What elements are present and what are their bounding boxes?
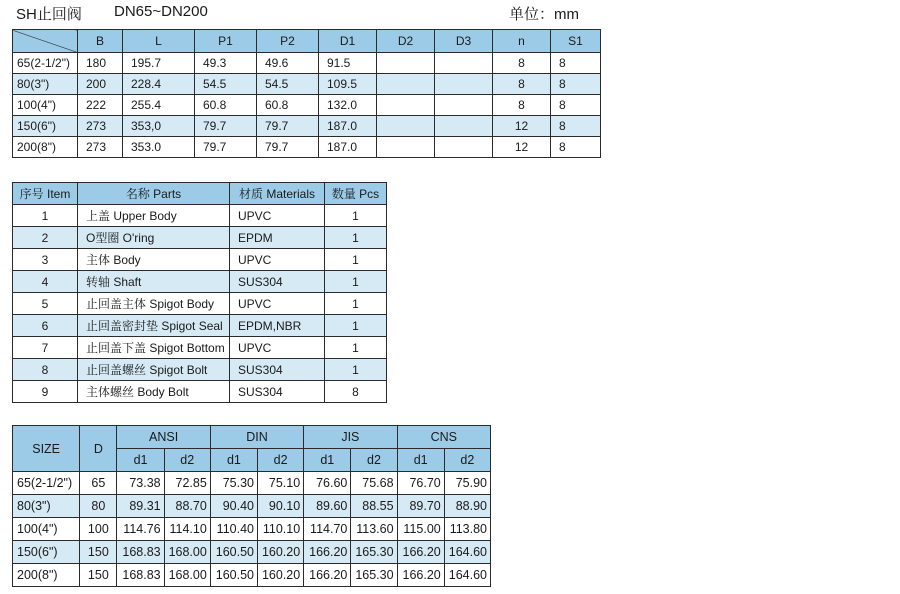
d-cell: 100 bbox=[80, 518, 117, 541]
data-cell bbox=[377, 95, 435, 116]
column-header: D3 bbox=[435, 30, 493, 53]
column-header: 材质 Materials bbox=[230, 183, 325, 205]
data-cell: 160.20 bbox=[257, 564, 303, 587]
data-cell: 12 bbox=[493, 116, 551, 137]
data-cell: 79.7 bbox=[257, 137, 319, 158]
data-cell: 79.7 bbox=[257, 116, 319, 137]
data-cell: 160.20 bbox=[257, 541, 303, 564]
part-quantity: 1 bbox=[325, 293, 387, 315]
d-cell: 80 bbox=[80, 495, 117, 518]
part-name: O型圈 O'ring bbox=[78, 227, 230, 249]
part-material: EPDM,NBR bbox=[230, 315, 325, 337]
column-header: 序号 Item bbox=[13, 183, 78, 205]
data-cell: 60.8 bbox=[195, 95, 257, 116]
data-cell: 168.83 bbox=[117, 541, 164, 564]
data-cell bbox=[435, 95, 493, 116]
item-number: 3 bbox=[13, 249, 78, 271]
data-cell: 75.68 bbox=[351, 472, 397, 495]
data-cell: 8 bbox=[551, 53, 601, 74]
data-cell: 76.70 bbox=[397, 472, 444, 495]
sub-header-d1: d1 bbox=[397, 449, 444, 472]
data-cell: 12 bbox=[493, 137, 551, 158]
size-cell: 65(2-1/2") bbox=[13, 53, 78, 74]
data-cell: 90.40 bbox=[210, 495, 257, 518]
data-cell: 89.31 bbox=[117, 495, 164, 518]
table-row bbox=[13, 564, 491, 587]
data-cell: 353.0 bbox=[123, 137, 195, 158]
data-cell: 8 bbox=[493, 74, 551, 95]
column-header: B bbox=[78, 30, 123, 53]
table-row bbox=[13, 249, 387, 271]
part-name: 止回盖螺丝 Spigot Bolt bbox=[78, 359, 230, 381]
data-cell: 165.30 bbox=[351, 564, 397, 587]
data-cell: 75.90 bbox=[444, 472, 490, 495]
size-header: SIZE bbox=[13, 426, 80, 472]
data-cell: 88.55 bbox=[351, 495, 397, 518]
table-row bbox=[13, 53, 601, 74]
column-header: S1 bbox=[551, 30, 601, 53]
data-cell: 160.50 bbox=[210, 564, 257, 587]
data-cell: 88.90 bbox=[444, 495, 490, 518]
part-quantity: 8 bbox=[325, 381, 387, 403]
d-cell: 150 bbox=[80, 541, 117, 564]
data-cell bbox=[435, 116, 493, 137]
data-cell: 75.30 bbox=[210, 472, 257, 495]
size-cell: 80(3") bbox=[13, 74, 78, 95]
table-row bbox=[13, 205, 387, 227]
part-name: 转轴 Shaft bbox=[78, 271, 230, 293]
data-cell bbox=[377, 137, 435, 158]
data-cell bbox=[377, 53, 435, 74]
column-header: 名称 Parts bbox=[78, 183, 230, 205]
item-number: 9 bbox=[13, 381, 78, 403]
data-cell: 200 bbox=[78, 74, 123, 95]
data-cell: 164.60 bbox=[444, 541, 490, 564]
data-cell: 49.3 bbox=[195, 53, 257, 74]
table-row bbox=[13, 381, 387, 403]
part-quantity: 1 bbox=[325, 315, 387, 337]
sub-header-d1: d1 bbox=[117, 449, 164, 472]
size-cell: 150(6") bbox=[13, 541, 80, 564]
size-cell: 80(3") bbox=[13, 495, 80, 518]
data-cell: 75.10 bbox=[257, 472, 303, 495]
data-cell: 113.60 bbox=[351, 518, 397, 541]
data-cell: 168.00 bbox=[164, 564, 210, 587]
standards-table bbox=[12, 425, 491, 587]
item-number: 5 bbox=[13, 293, 78, 315]
data-cell: 76.60 bbox=[304, 472, 351, 495]
column-header: P1 bbox=[195, 30, 257, 53]
data-cell: 72.85 bbox=[164, 472, 210, 495]
size-cell: 150(6") bbox=[13, 116, 78, 137]
data-cell: 165.30 bbox=[351, 541, 397, 564]
data-cell: 114.76 bbox=[117, 518, 164, 541]
data-cell: 164.60 bbox=[444, 564, 490, 587]
part-material: UPVC bbox=[230, 293, 325, 315]
data-cell: 168.83 bbox=[117, 564, 164, 587]
table-row bbox=[13, 518, 491, 541]
data-cell: 273 bbox=[78, 137, 123, 158]
table-row bbox=[13, 359, 387, 381]
column-header: D1 bbox=[319, 30, 377, 53]
table-row bbox=[13, 95, 601, 116]
standard-group-din: DIN bbox=[210, 426, 303, 449]
data-cell: 168.00 bbox=[164, 541, 210, 564]
size-cell: 65(2-1/2") bbox=[13, 472, 80, 495]
data-cell: 132.0 bbox=[319, 95, 377, 116]
data-cell bbox=[377, 116, 435, 137]
data-cell: 166.20 bbox=[397, 541, 444, 564]
item-number: 8 bbox=[13, 359, 78, 381]
data-cell: 228.4 bbox=[123, 74, 195, 95]
data-cell: 114.10 bbox=[164, 518, 210, 541]
data-cell: 115.00 bbox=[397, 518, 444, 541]
data-cell: 255.4 bbox=[123, 95, 195, 116]
data-cell: 8 bbox=[493, 53, 551, 74]
d-cell: 65 bbox=[80, 472, 117, 495]
data-cell: 195.7 bbox=[123, 53, 195, 74]
table-row bbox=[13, 227, 387, 249]
sub-header-d2: d2 bbox=[257, 449, 303, 472]
parts-table bbox=[12, 182, 387, 403]
part-name: 止回盖下盖 Spigot Bottom bbox=[78, 337, 230, 359]
sub-header-d2: d2 bbox=[164, 449, 210, 472]
parts-header-row bbox=[13, 183, 387, 205]
data-cell: 90.10 bbox=[257, 495, 303, 518]
table-row bbox=[13, 541, 491, 564]
data-cell: 79.7 bbox=[195, 116, 257, 137]
data-cell: 8 bbox=[551, 74, 601, 95]
data-cell: 8 bbox=[551, 137, 601, 158]
item-number: 4 bbox=[13, 271, 78, 293]
sub-header-d1: d1 bbox=[304, 449, 351, 472]
size-cell: 100(4") bbox=[13, 518, 80, 541]
data-cell: 54.5 bbox=[257, 74, 319, 95]
dimensions-table bbox=[12, 29, 601, 158]
sub-header-d2: d2 bbox=[351, 449, 397, 472]
table-row bbox=[13, 315, 387, 337]
data-cell bbox=[377, 74, 435, 95]
table-row bbox=[13, 293, 387, 315]
data-cell bbox=[435, 137, 493, 158]
data-cell: 353,0 bbox=[123, 116, 195, 137]
data-cell: 273 bbox=[78, 116, 123, 137]
part-material: SUS304 bbox=[230, 271, 325, 293]
part-quantity: 1 bbox=[325, 359, 387, 381]
data-cell: 8 bbox=[551, 95, 601, 116]
standards-group-row bbox=[13, 426, 491, 449]
table-row bbox=[13, 472, 491, 495]
part-quantity: 1 bbox=[325, 271, 387, 293]
column-header: 数量 Pcs bbox=[325, 183, 387, 205]
table-row bbox=[13, 495, 491, 518]
data-cell: 187.0 bbox=[319, 116, 377, 137]
column-header: P2 bbox=[257, 30, 319, 53]
data-cell bbox=[435, 53, 493, 74]
part-name: 止回盖密封垫 Spigot Seal bbox=[78, 315, 230, 337]
sub-header-d1: d1 bbox=[210, 449, 257, 472]
data-cell: 222 bbox=[78, 95, 123, 116]
data-cell: 91.5 bbox=[319, 53, 377, 74]
data-cell: 8 bbox=[493, 95, 551, 116]
data-cell: 88.70 bbox=[164, 495, 210, 518]
part-quantity: 1 bbox=[325, 337, 387, 359]
item-number: 7 bbox=[13, 337, 78, 359]
item-number: 6 bbox=[13, 315, 78, 337]
data-cell: 166.20 bbox=[304, 541, 351, 564]
standard-group-ansi: ANSI bbox=[117, 426, 210, 449]
sub-header-d2: d2 bbox=[444, 449, 490, 472]
table-row bbox=[13, 137, 601, 158]
part-material: SUS304 bbox=[230, 359, 325, 381]
part-name: 主体螺丝 Body Bolt bbox=[78, 381, 230, 403]
part-material: UPVC bbox=[230, 205, 325, 227]
size-cell: 200(8") bbox=[13, 564, 80, 587]
part-material: SUS304 bbox=[230, 381, 325, 403]
standard-group-cns: CNS bbox=[397, 426, 490, 449]
table-row bbox=[13, 74, 601, 95]
part-quantity: 1 bbox=[325, 205, 387, 227]
data-cell: 114.70 bbox=[304, 518, 351, 541]
data-cell: 160.50 bbox=[210, 541, 257, 564]
document-title: SH止回阀 bbox=[16, 6, 82, 23]
standard-group-jis: JIS bbox=[304, 426, 397, 449]
column-header: L bbox=[123, 30, 195, 53]
size-range: DN65~DN200 bbox=[114, 3, 208, 20]
data-cell: 166.20 bbox=[397, 564, 444, 587]
column-header: n bbox=[493, 30, 551, 53]
part-material: UPVC bbox=[230, 249, 325, 271]
data-cell: 79.7 bbox=[195, 137, 257, 158]
data-cell: 180 bbox=[78, 53, 123, 74]
part-name: 止回盖主体 Spigot Body bbox=[78, 293, 230, 315]
column-header: D2 bbox=[377, 30, 435, 53]
part-quantity: 1 bbox=[325, 249, 387, 271]
item-number: 1 bbox=[13, 205, 78, 227]
size-cell: 100(4") bbox=[13, 95, 78, 116]
part-name: 主体 Body bbox=[78, 249, 230, 271]
part-quantity: 1 bbox=[325, 227, 387, 249]
d-header: D bbox=[80, 426, 117, 472]
table-row bbox=[13, 116, 601, 137]
data-cell: 60.8 bbox=[257, 95, 319, 116]
data-cell: 187.0 bbox=[319, 137, 377, 158]
data-cell: 110.40 bbox=[210, 518, 257, 541]
data-cell: 89.60 bbox=[304, 495, 351, 518]
data-cell: 113.80 bbox=[444, 518, 490, 541]
unit-label: 单位：mm bbox=[509, 6, 579, 23]
data-cell: 89.70 bbox=[397, 495, 444, 518]
part-material: EPDM bbox=[230, 227, 325, 249]
dimensions-header-row bbox=[13, 30, 601, 53]
data-cell: 109.5 bbox=[319, 74, 377, 95]
diagonal-header-cell bbox=[13, 30, 78, 53]
data-cell bbox=[435, 74, 493, 95]
data-cell: 166.20 bbox=[304, 564, 351, 587]
part-material: UPVC bbox=[230, 337, 325, 359]
data-cell: 73.38 bbox=[117, 472, 164, 495]
table-row bbox=[13, 271, 387, 293]
data-cell: 110.10 bbox=[257, 518, 303, 541]
data-cell: 54.5 bbox=[195, 74, 257, 95]
table-row bbox=[13, 337, 387, 359]
d-cell: 150 bbox=[80, 564, 117, 587]
part-name: 上盖 Upper Body bbox=[78, 205, 230, 227]
item-number: 2 bbox=[13, 227, 78, 249]
data-cell: 49.6 bbox=[257, 53, 319, 74]
size-cell: 200(8") bbox=[13, 137, 78, 158]
data-cell: 8 bbox=[551, 116, 601, 137]
